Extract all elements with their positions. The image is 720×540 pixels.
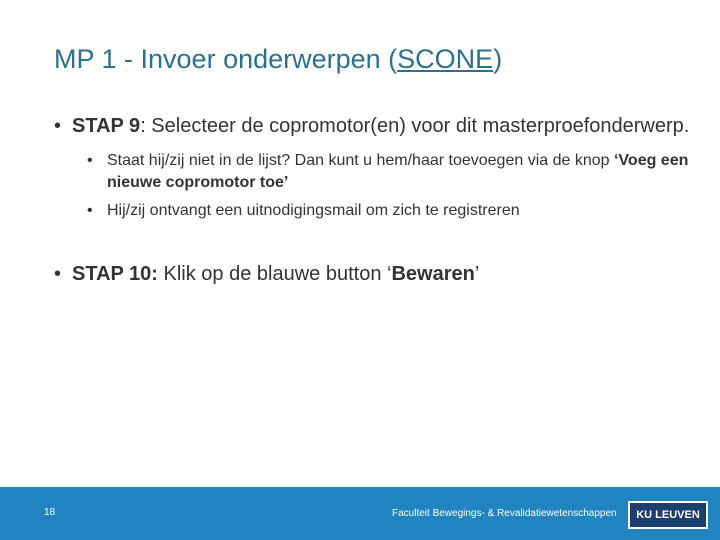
sub-bullet-invitation-mail: • Hij/zij ontvangt een uitnodigingsmail om zich te registreren	[54, 200, 694, 222]
bullet-dot-icon: •	[54, 115, 62, 137]
bullet-step-10: • STAP 10: Klik op de blauwe button ‘Bewaren’	[54, 263, 480, 285]
bullet-dot-icon: •	[54, 263, 62, 285]
page-number: 18	[44, 507, 56, 518]
title-underlined: SCONE	[397, 44, 494, 74]
bullet-step-9: • STAP 9: Selecteer de copromotor(en) voor dit masterproefonderwerp.	[54, 115, 690, 137]
bullet-dot-icon: •	[87, 152, 93, 169]
logo-text: KU LEUVEN	[630, 503, 706, 527]
sub-bullet-not-in-list: • Staat hij/zij niet in de lijst? Dan kunt u hem/haar toevoegen via de knop ‘Voeg een nieuwe copromotor toe’	[87, 152, 689, 191]
faculty-name: Faculteit Bewegings- & Revalidatiewetenschappen	[392, 508, 617, 519]
bullet-dot-icon: •	[87, 202, 93, 219]
bullet-list	[54, 114, 694, 287]
ku-leuven-logo	[628, 501, 708, 529]
footer-bar	[0, 487, 720, 540]
slide-title: MP 1 - Invoer onderwerpen (SCONE)	[54, 44, 503, 74]
